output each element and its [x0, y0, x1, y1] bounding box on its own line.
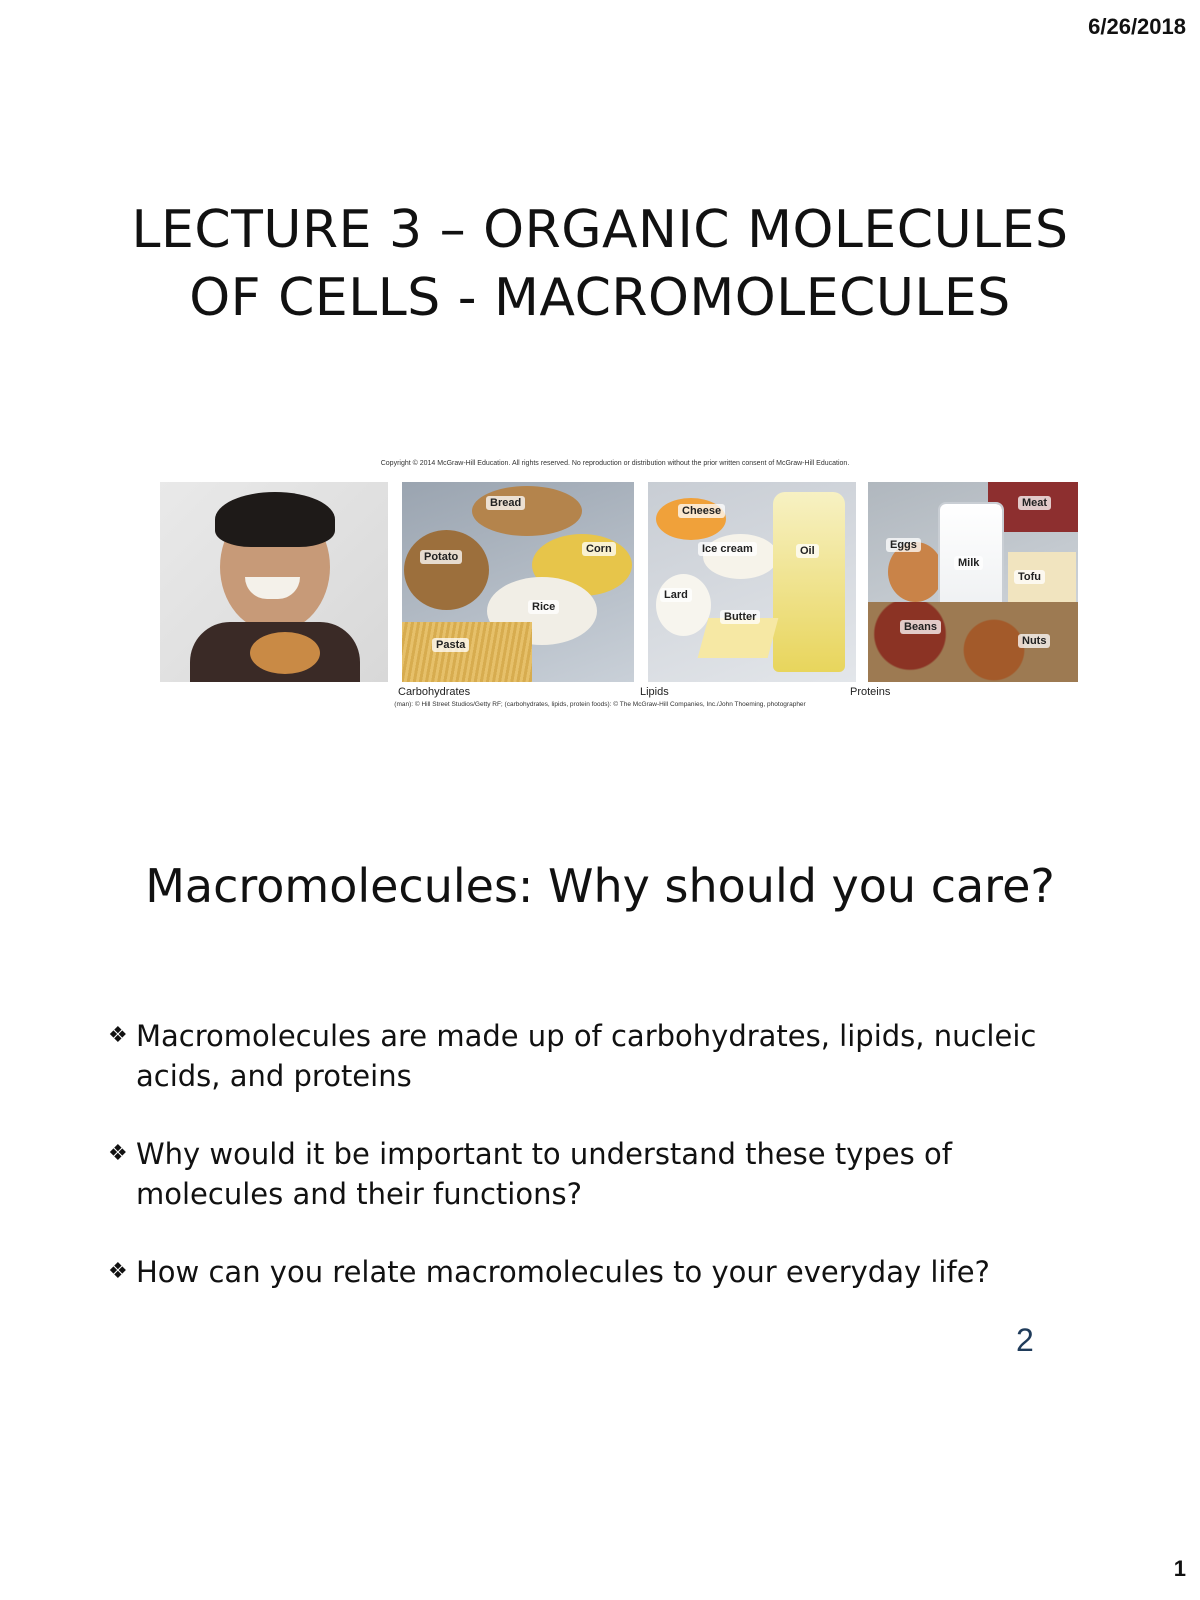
macromolecule-food-figure	[150, 460, 1080, 730]
page-date: 6/26/2018	[1088, 14, 1186, 39]
eggs-label: Eggs	[886, 538, 921, 552]
carbohydrates-caption: Carbohydrates	[398, 686, 471, 698]
milk-label: Milk	[954, 556, 983, 570]
tofu-label: Tofu	[1014, 570, 1045, 584]
bread-label: Bread	[486, 496, 525, 510]
proteins-caption: Proteins	[850, 686, 891, 698]
beans-label: Beans	[900, 620, 941, 634]
bullet-text: How can you relate macromolecules to your everyday life?	[136, 1255, 990, 1289]
nuts-label: Nuts	[1018, 634, 1050, 648]
pasta-label: Pasta	[432, 638, 469, 652]
figure-copyright: Copyright © 2014 McGraw-Hill Education. All rights reserved. No reproduction or distribution without the prior written consent of McGraw-Hill Education.	[380, 460, 850, 467]
bullet-list	[108, 1016, 1068, 1330]
lard-label: Lard	[660, 588, 692, 602]
corn-label: Corn	[582, 542, 616, 556]
bullet-text: Why would it be important to understand these types of molecules and their functions?	[136, 1137, 952, 1211]
slide-number: 2	[1016, 1322, 1034, 1358]
page-number: 1	[1173, 1556, 1186, 1581]
oil-label: Oil	[796, 544, 819, 558]
meat-label: Meat	[1018, 496, 1051, 510]
lipids-photo	[648, 482, 856, 682]
butter-label: Butter	[720, 610, 760, 624]
proteins-photo	[868, 482, 1078, 682]
man-eating-burger-photo	[160, 482, 388, 682]
slide-title: LECTURE 3 – ORGANIC MOLECULES OF CELLS - MACROMOLECULES	[131, 200, 1069, 328]
diamond-bullet-icon: ❖	[108, 1141, 128, 1166]
cheese-label: Cheese	[678, 504, 725, 518]
potato-label: Potato	[420, 550, 462, 564]
figure-credit: (man): © Hill Street Studios/Getty RF; (carbohydrates, lipids, protein foods): © The McGraw-Hill Companies, Inc./John Thoeming, photographer	[394, 701, 806, 708]
ice-cream-label: Ice cream	[698, 542, 757, 556]
lipids-caption: Lipids	[640, 686, 669, 698]
diamond-bullet-icon: ❖	[108, 1023, 128, 1048]
diamond-bullet-icon: ❖	[108, 1259, 128, 1284]
carbohydrates-photo	[402, 482, 634, 682]
bullet-item	[108, 1252, 1068, 1292]
bullet-item	[108, 1016, 1068, 1096]
rice-label: Rice	[528, 600, 559, 614]
slide-title: Macromolecules: Why should you care?	[145, 859, 1055, 913]
bullet-text: Macromolecules are made up of carbohydrates, lipids, nucleic acids, and proteins	[136, 1019, 1037, 1093]
bullet-item	[108, 1134, 1068, 1214]
